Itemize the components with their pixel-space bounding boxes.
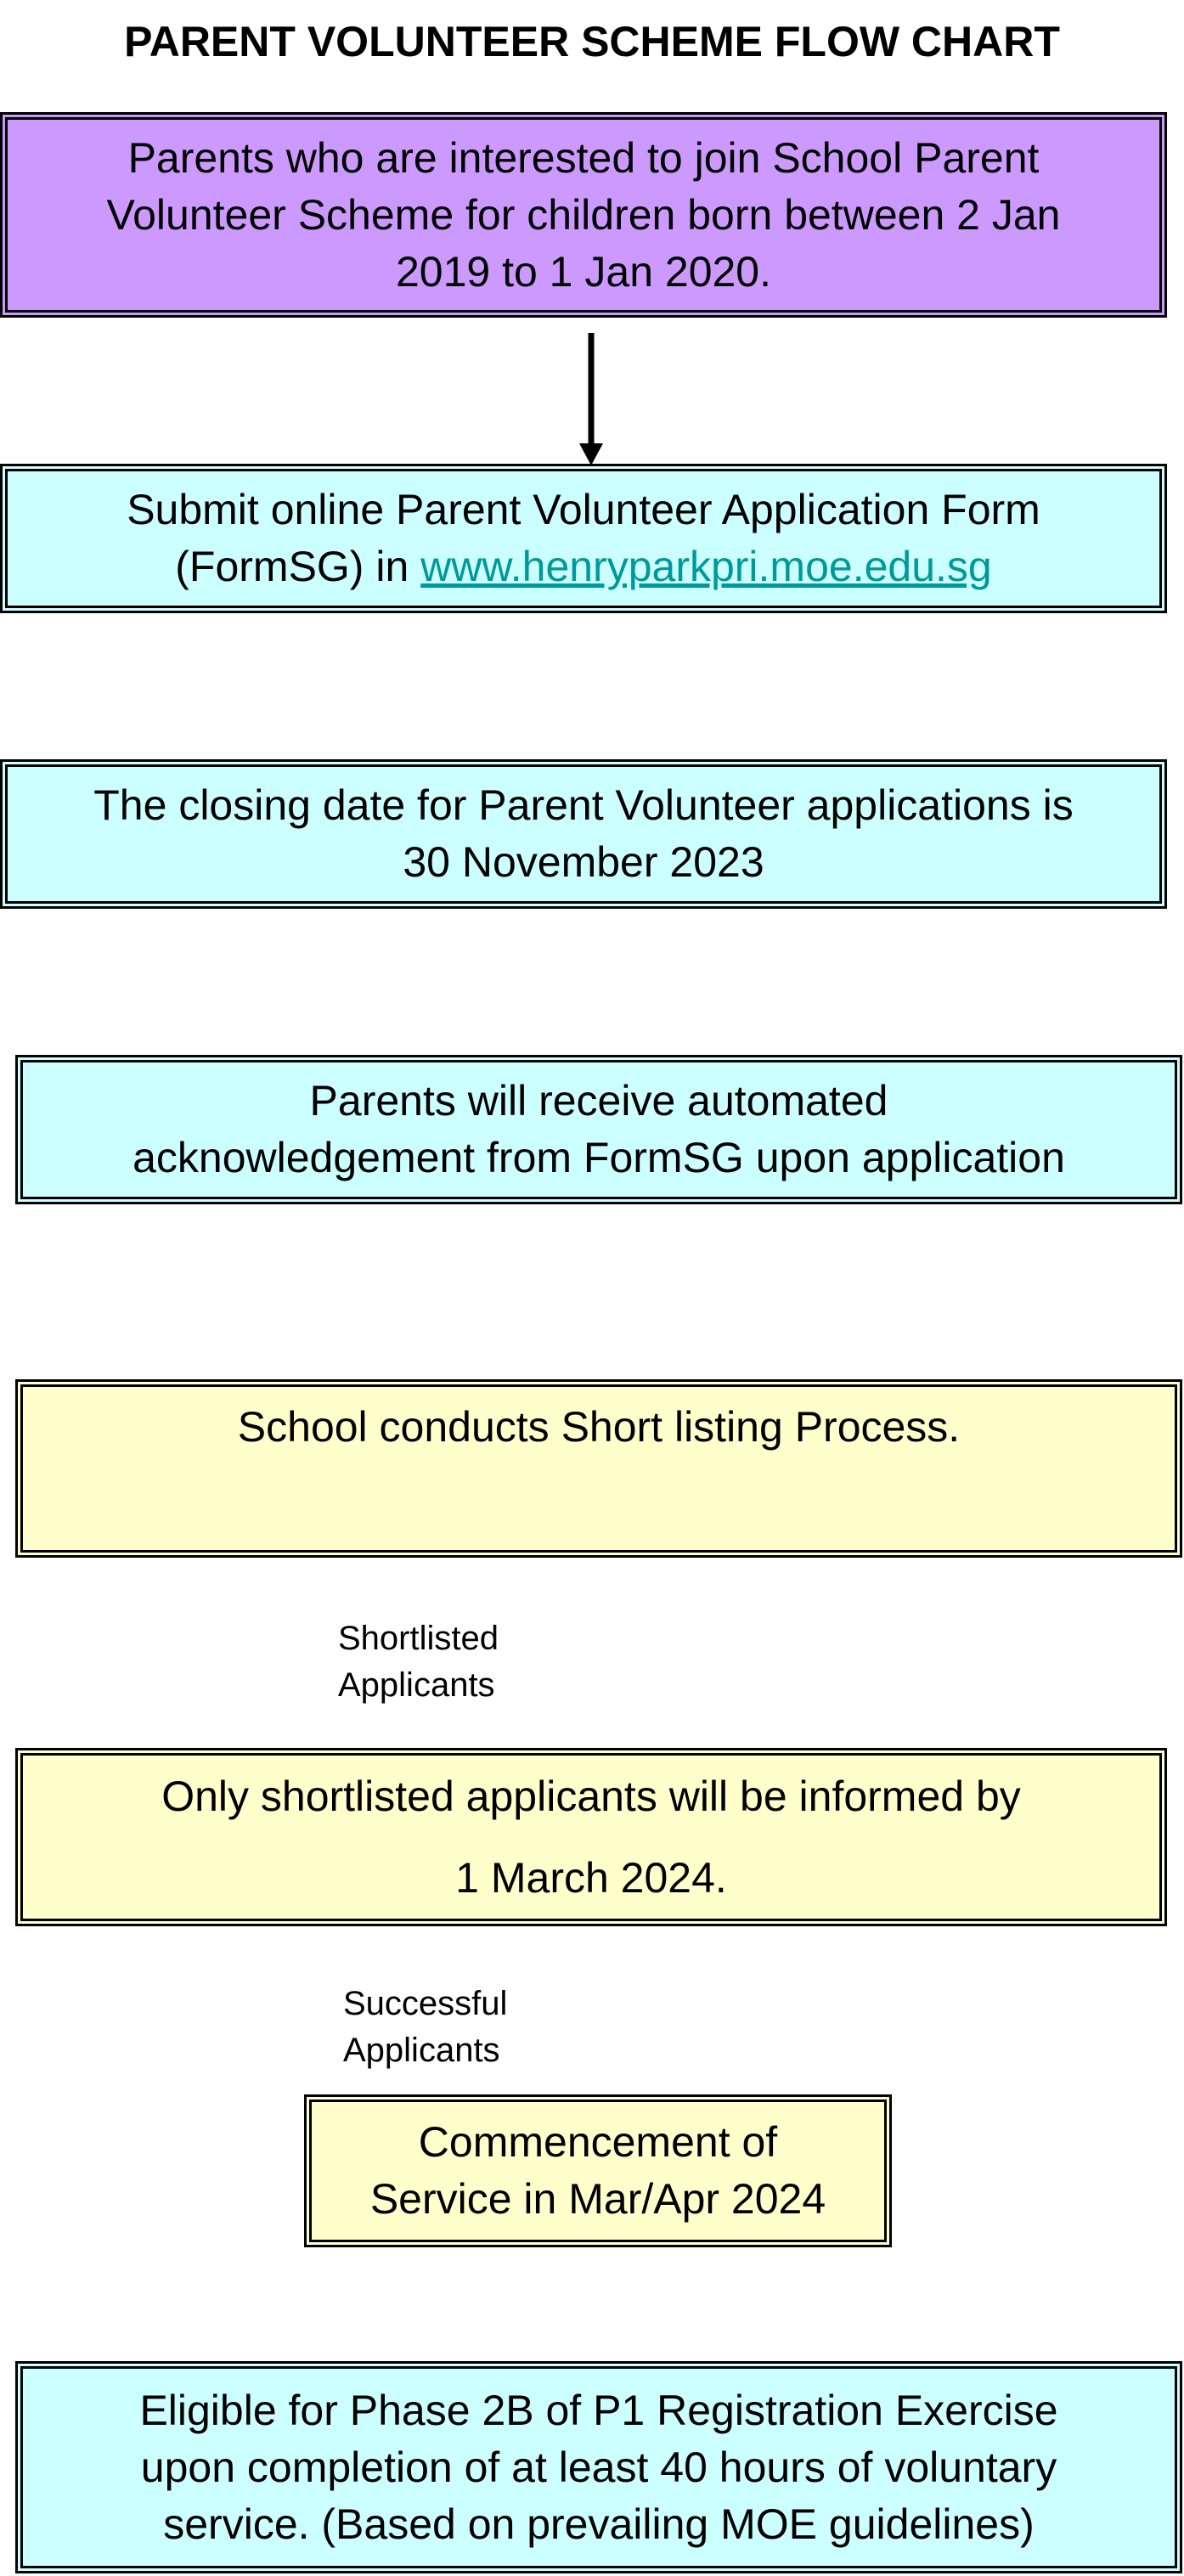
step-submit-box [0,464,1167,613]
step-eligible-line1: Eligible for Phase 2B of P1 Registration Exercise [139,2386,1058,2434]
step-commence-line1: Commencement of [418,2118,778,2166]
step-shortlist-box [15,1379,1182,1558]
step-closing-line1: The closing date for Parent Volunteer applications is [93,781,1074,829]
step-eligible-line2: upon completion of at least 40 hours of voluntary [140,2443,1057,2491]
flow-arrow [578,333,605,467]
step-closing-line2: 30 November 2023 [403,838,764,886]
label-shortlisted-line2: Applicants [338,1666,495,1704]
label-successful-applicants [343,1981,507,2074]
label-shortlisted-line1: Shortlisted [338,1620,499,1657]
step-interested-line1: Parents who are interested to join School Parent [127,133,1040,182]
step-submit-line1: Submit online Parent Volunteer Application Form [127,486,1040,533]
step-informed-line1: Only shortlisted applicants will be informed by [161,1773,1021,1820]
step-acknowledge-line1: Parents will receive automated [309,1077,888,1125]
step-commence-line2: Service in Mar/Apr 2024 [369,2175,826,2223]
step-interested-line3: 2019 to 1 Jan 2020. [395,247,772,296]
step-interested-box [0,112,1167,318]
step-eligible-box [15,2361,1182,2573]
step-commence-box [304,2094,892,2247]
page-title: PARENT VOLUNTEER SCHEME FLOW CHART [124,18,1060,65]
step-submit-prefix: (FormSG) in [175,543,421,590]
step-informed-box [15,1748,1167,1926]
school-website-link[interactable]: www.henryparkpri.moe.edu.sg [420,543,992,590]
step-shortlist-line1: School conducts Short listing Process. [237,1403,961,1451]
step-closing-box [0,759,1167,909]
label-successful-line2: Applicants [343,2032,500,2069]
step-interested-line2: Volunteer Scheme for children born between 2 Jan [106,190,1061,239]
label-successful-line1: Successful [343,1985,508,2022]
step-acknowledge-box [15,1055,1182,1204]
label-shortlisted-applicants [338,1615,499,1709]
step-acknowledge-line2: acknowledgement from FormSG upon application [132,1134,1065,1181]
step-eligible-line3: service. (Based on prevailing MOE guidelines) [163,2500,1035,2548]
step-informed-line2: 1 March 2024. [455,1854,727,1902]
step-submit-line2 [175,538,991,595]
